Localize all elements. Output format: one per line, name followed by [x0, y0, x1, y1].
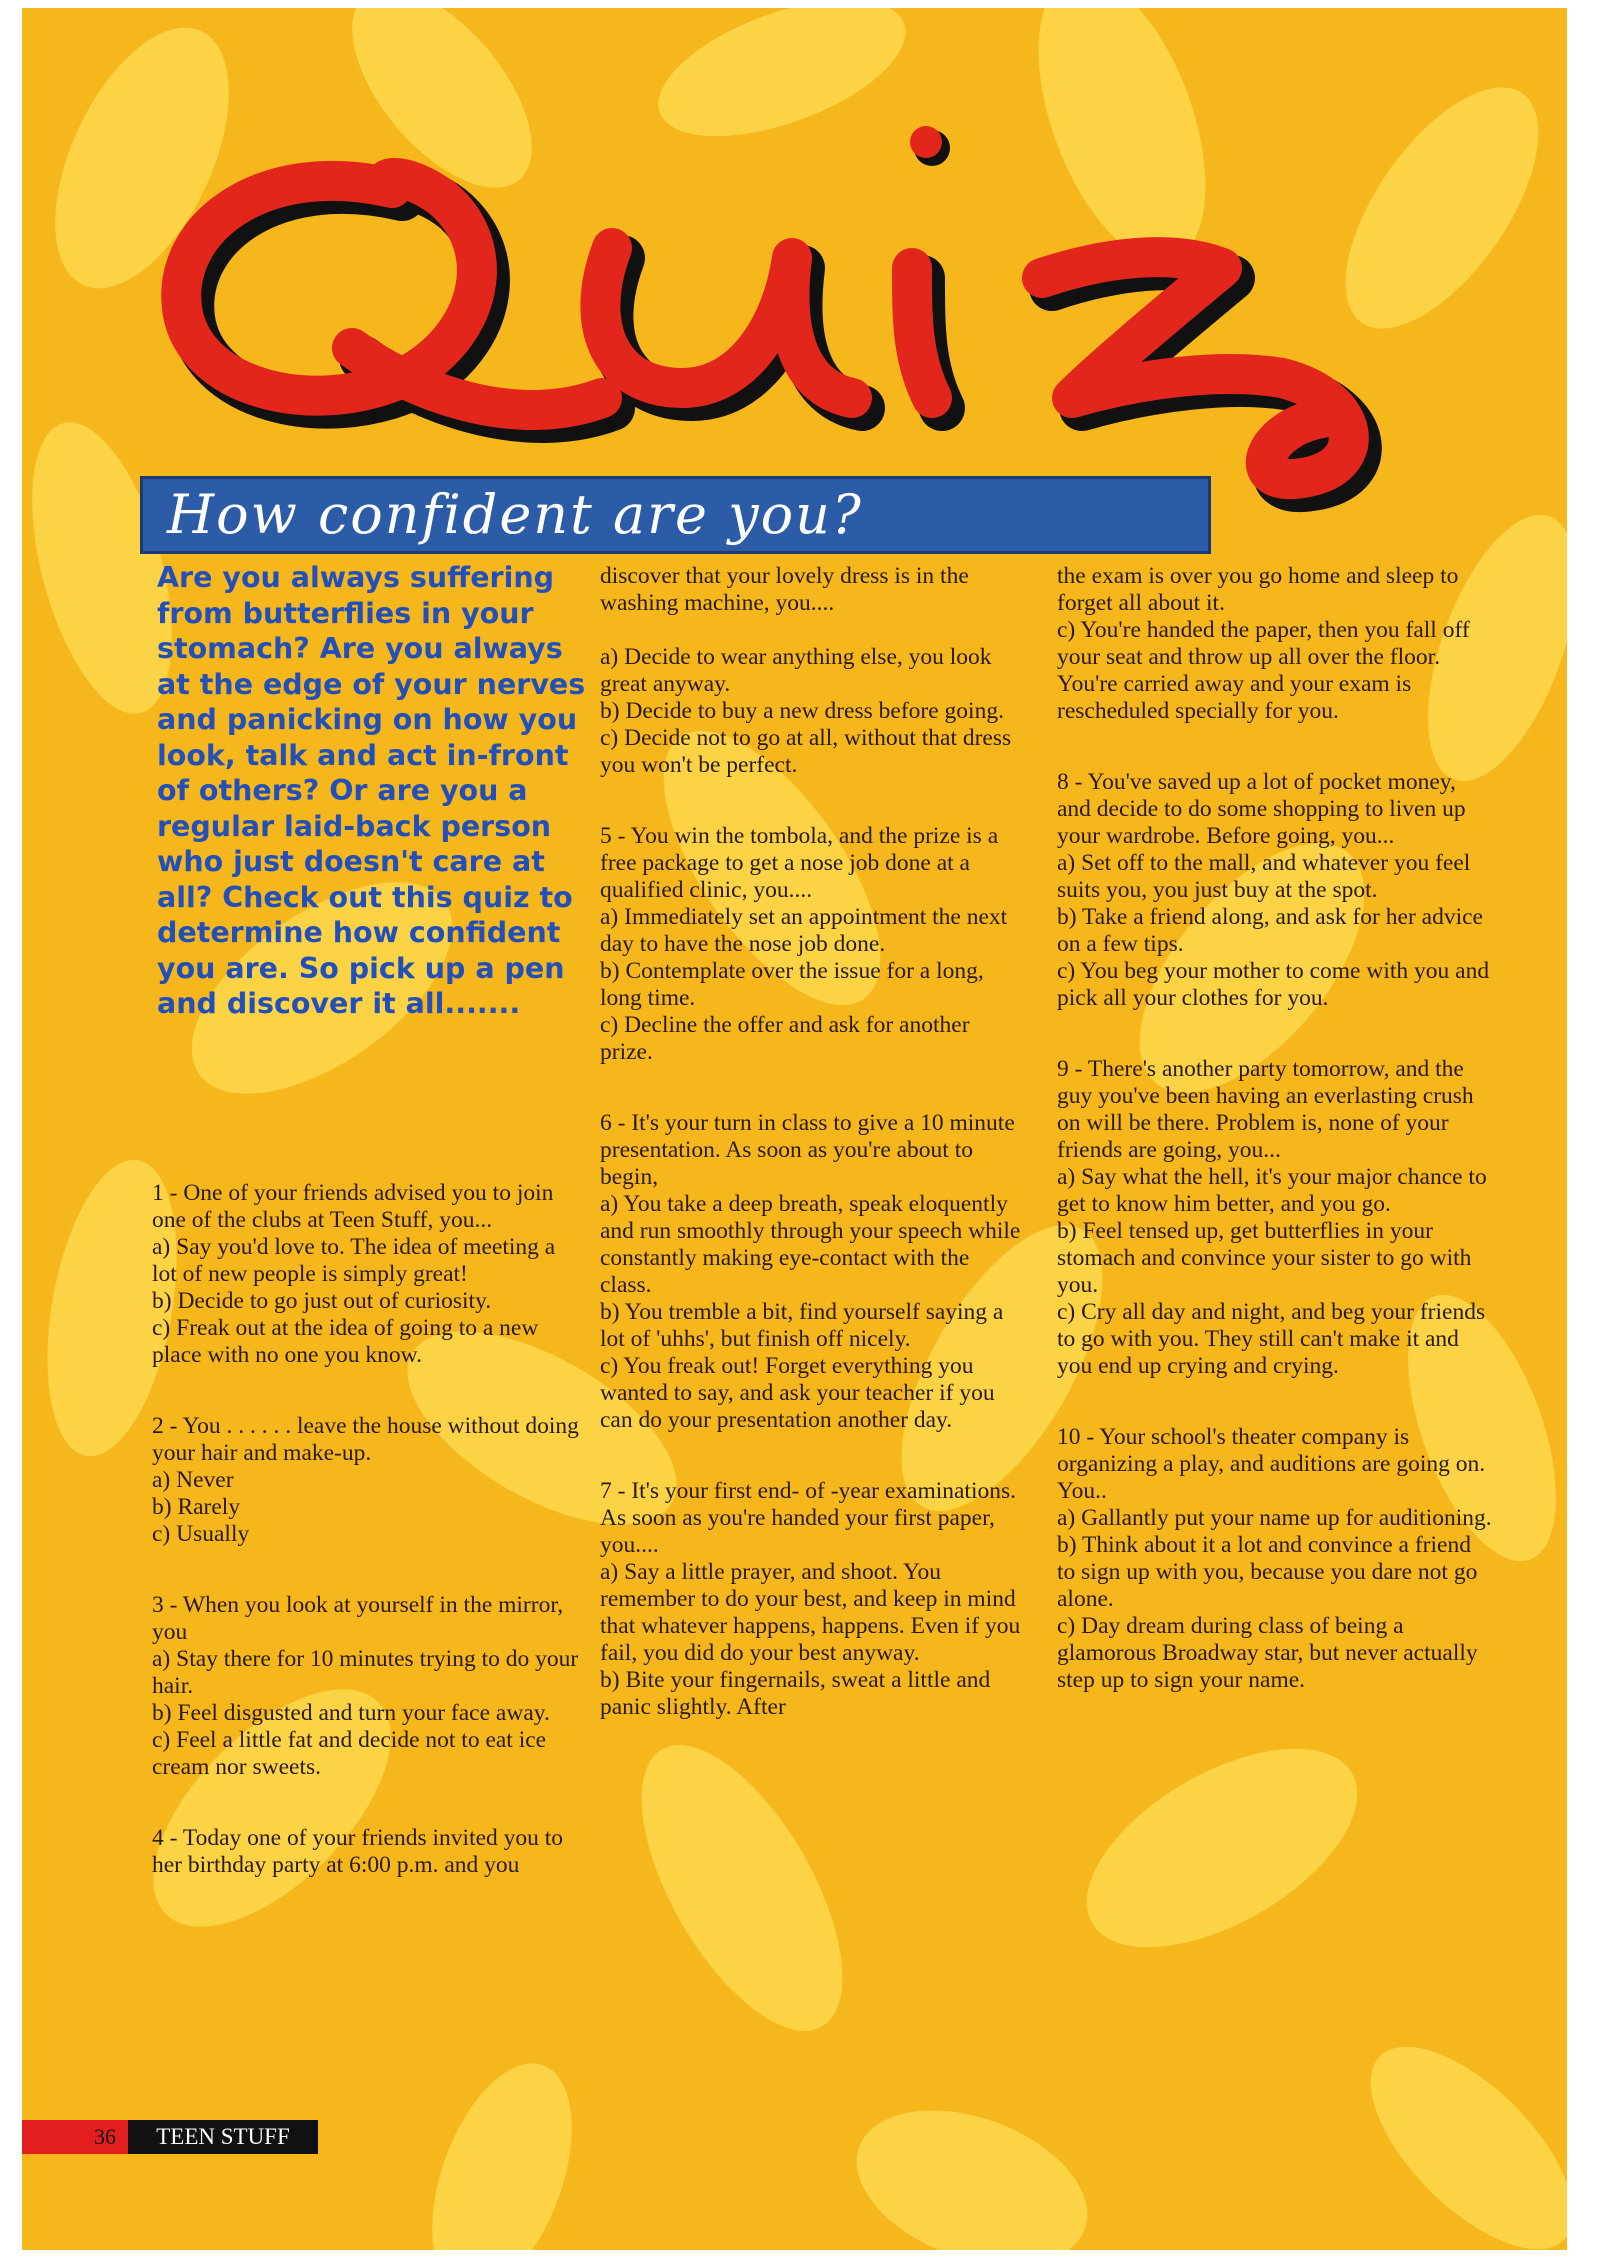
option-a: a) Set off to the mall, and whatever you feel suits you, you just buy at the spot. — [1057, 850, 1471, 903]
option-b: b) Decide to go just out of curiosity. — [152, 1288, 492, 1314]
option-b: b) Decide to buy a new dress before going. — [600, 698, 1004, 724]
question-text: 5 - You win the tombola, and the prize is a free package to get a nose job done at a qualified clinic, you.... — [600, 823, 999, 903]
option-c: c) You beg your mother to come with you and pick all your clothes for you. — [1057, 958, 1490, 1011]
question-5 — [600, 823, 1025, 1066]
subtitle-band — [140, 476, 1211, 554]
question-2 — [152, 1413, 582, 1548]
question-text: 10 - Your school's theater company is organizing a play, and auditions are going on. You.. — [1057, 1424, 1486, 1504]
page-number: 36 — [94, 2124, 116, 2149]
question-text: 9 - There's another party tomorrow, and the guy you've been having an everlasting crush on will be there. Problem is, none of your friends are going, you... — [1057, 1056, 1474, 1163]
question-7 — [600, 1478, 1025, 1721]
quiz-title-graphic — [142, 98, 1442, 518]
option-a: a) Say a little prayer, and shoot. You remember to do your best, and keep in mind that whatever happens, happens. Even if you fail, you did do your best anyway. — [600, 1559, 1021, 1666]
column-2 — [600, 563, 1025, 1765]
option-c: c) Freak out at the idea of going to a new place with no one you know. — [152, 1315, 539, 1368]
option-b: b) Feel disgusted and turn your face away. — [152, 1700, 550, 1726]
column-3 — [1057, 563, 1492, 1738]
option-a: a) Say you'd love to. The idea of meeting a lot of new people is simply great! — [152, 1234, 556, 1287]
subtitle-text: How confident are you? — [167, 483, 863, 546]
option-a: a) Never — [152, 1467, 234, 1493]
question-4-continued — [600, 563, 1025, 779]
page-footer — [22, 2120, 322, 2154]
option-b: b) Bite your fingernails, sweat a little and panic slightly. After — [600, 1667, 991, 1720]
option-c: c) Decide not to go at all, without that dress you won't be perfect. — [600, 725, 1012, 778]
option-b: b) Think about it a lot and convince a friend to sign up with you, because you dare not go alone. — [1057, 1532, 1478, 1612]
option-c: c) Day dream during class of being a glamorous Broadway star, but never actually step up to sign your name. — [1057, 1613, 1478, 1693]
option-b: b) Take a friend along, and ask for her advice on a few tips. — [1057, 904, 1483, 957]
option-b: b) Rarely — [152, 1494, 241, 1520]
option-b: b) You tremble a bit, find yourself saying a lot of 'uhhs', but finish off nicely. — [600, 1299, 1004, 1352]
option-a: a) Gallantly put your name up for auditioning. — [1057, 1505, 1492, 1531]
option-a: a) Stay there for 10 minutes trying to do your hair. — [152, 1646, 579, 1699]
intro-paragraph: Are you always suffering from butterflies in your stomach? Are you always at the edge of your nerves and panicking on how you look, talk and act in-front of others? Or are you a regular laid-back person who just doesn't care at all? Check out this quiz to determine how confident you are. So pick up a pen and discover it all....... — [157, 561, 586, 1020]
question-text: 8 - You've saved up a lot of pocket money, and decide to do some shopping to liven up your wardrobe. Before going, you... — [1057, 769, 1466, 849]
option-c: c) Decline the offer and ask for another prize. — [600, 1012, 970, 1065]
question-4 — [152, 1825, 582, 1879]
option-a: a) Say what the hell, it's your major chance to get to know him better, and you go. — [1057, 1164, 1487, 1217]
question-6 — [600, 1110, 1025, 1434]
option-b: b) Feel tensed up, get butterflies in your stomach and convince your sister to go with you. — [1057, 1218, 1472, 1298]
magazine-name: TEEN STUFF — [128, 2120, 318, 2154]
question-10 — [1057, 1424, 1492, 1694]
option-b: b) Contemplate over the issue for a long, long time. — [600, 958, 984, 1011]
question-7-continued — [1057, 563, 1492, 725]
option-c: c) Feel a little fat and decide not to eat ice cream nor sweets. — [152, 1727, 547, 1780]
question-8 — [1057, 769, 1492, 1012]
question-3 — [152, 1592, 582, 1781]
option-a: a) Decide to wear anything else, you look great anyway. — [600, 644, 992, 697]
question-text: 1 - One of your friends advised you to join one of the clubs at Teen Stuff, you... — [152, 1180, 554, 1233]
option-c: c) You're handed the paper, then you fall off your seat and throw up all over the floor. You're carried away and your exam is rescheduled specially for you. — [1057, 617, 1470, 724]
question-text-continued: discover that your lovely dress is in the washing machine, you.... — [600, 563, 969, 616]
question-1 — [152, 1180, 582, 1369]
magazine-page — [22, 8, 1567, 2250]
column-1 — [152, 1180, 582, 1923]
option-a: a) Immediately set an appointment the next day to have the nose job done. — [600, 904, 1008, 957]
question-text: 3 - When you look at yourself in the mirror, you — [152, 1592, 564, 1645]
question-9 — [1057, 1056, 1492, 1380]
option-b-continued: the exam is over you go home and sleep to forget all about it. — [1057, 563, 1459, 616]
question-text: 7 - It's your first end- of -year examinations. As soon as you're handed your first paper, you.... — [600, 1478, 1017, 1558]
option-c: c) You freak out! Forget everything you wanted to say, and ask your teacher if you can do your presentation another day. — [600, 1353, 995, 1433]
question-text: 6 - It's your turn in class to give a 10 minute presentation. As soon as you're about to begin, — [600, 1110, 1015, 1190]
option-c: c) Usually — [152, 1521, 250, 1547]
option-a: a) You take a deep breath, speak eloquently and run smoothly through your speech while constantly making eye-contact with the class. — [600, 1191, 1021, 1298]
quiz-title-lettering — [142, 98, 1442, 518]
question-text: 2 - You . . . . . . leave the house without doing your hair and make-up. — [152, 1413, 579, 1466]
question-text: 4 - Today one of your friends invited you to her birthday party at 6:00 p.m. and you — [152, 1825, 564, 1878]
option-c: c) Cry all day and night, and beg your friends to go with you. They still can't make it and you end up crying and crying. — [1057, 1299, 1486, 1379]
